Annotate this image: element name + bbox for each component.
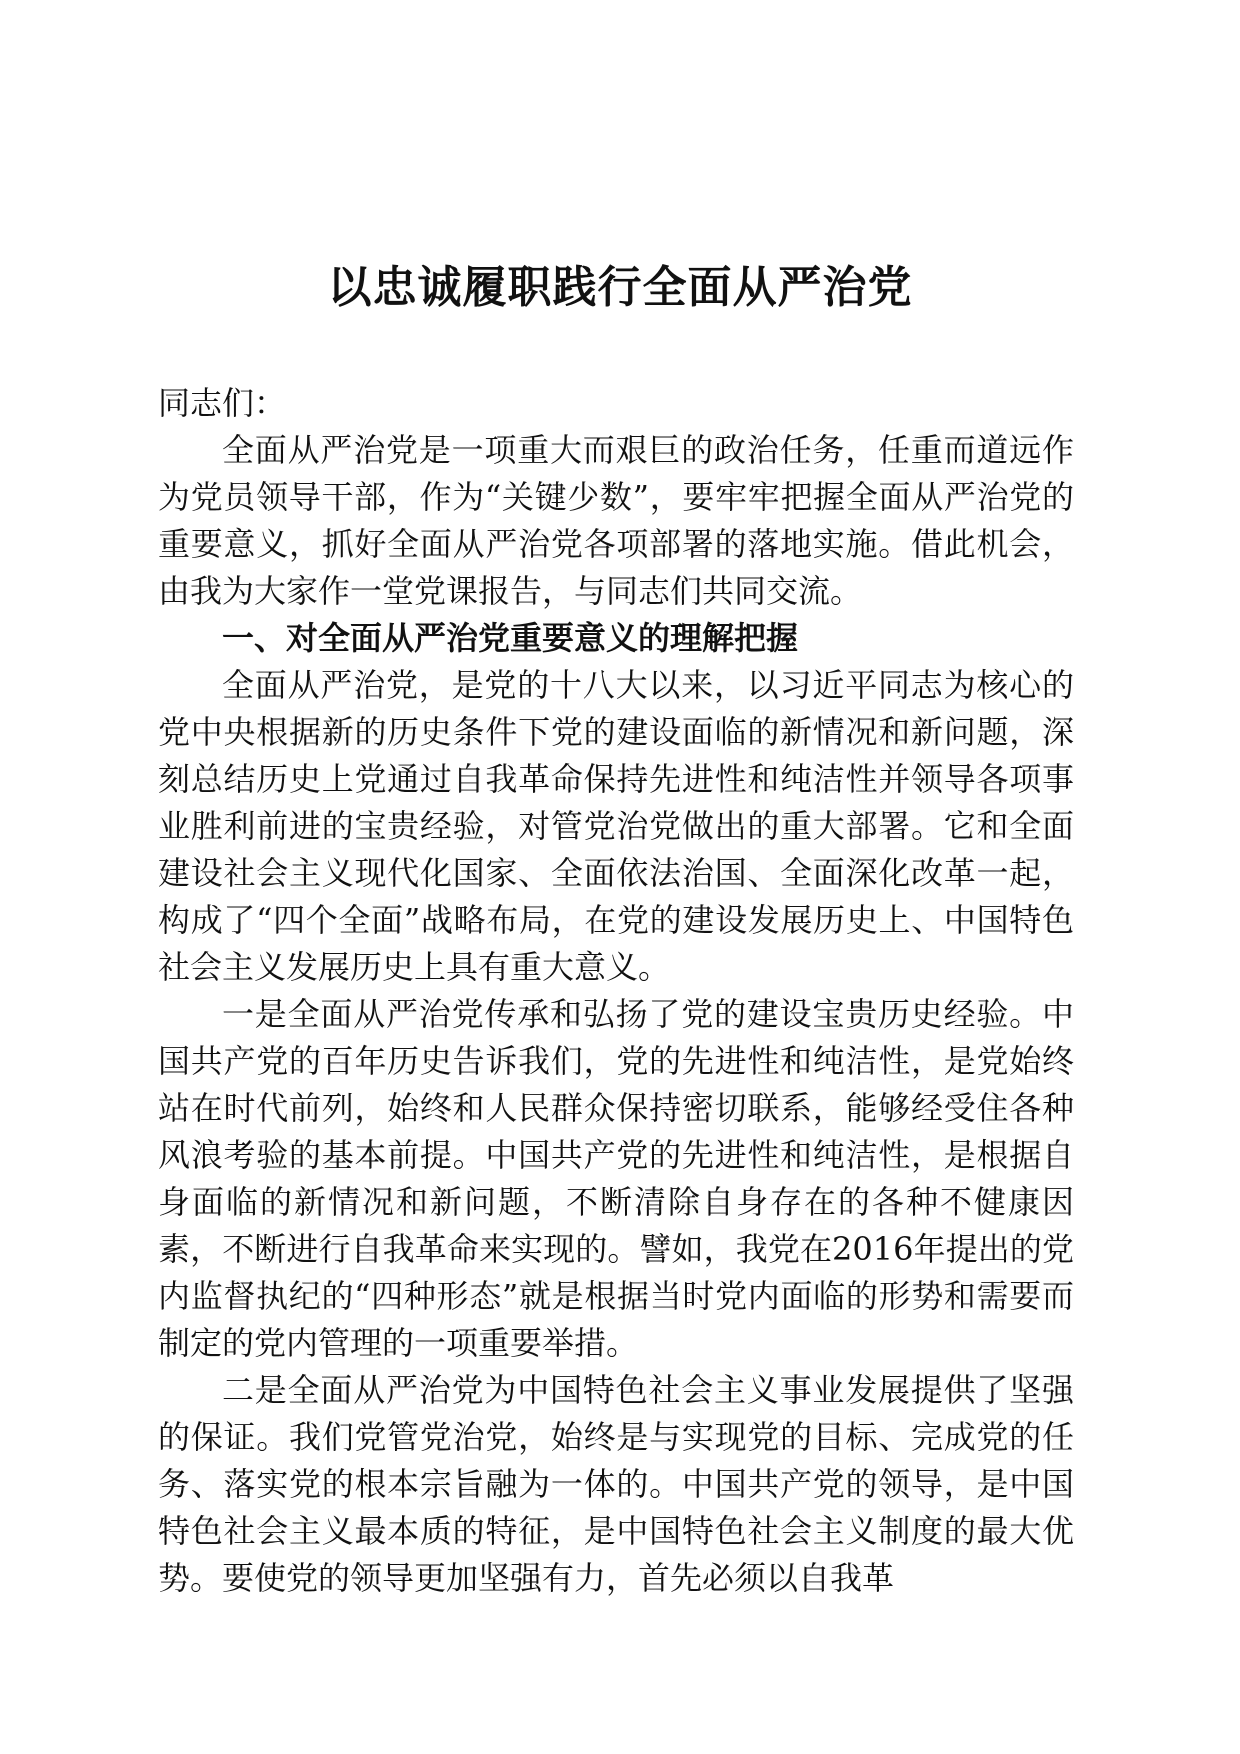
paragraph-intro: 全面从严治党是一项重大而艰巨的政治任务，任重而道远作为党员领导干部，作为“关键少数”，要牢牢把握全面从严治党的重要意义，抓好全面从严治党各项部署的落地实施。借此机会，由我为大家作一堂党课报告，与同志们共同交流。 (158, 431, 1074, 610)
document-body (158, 380, 1074, 1602)
salutation: 同志们： (158, 384, 287, 422)
paragraph-point-1: 一是全面从严治党传承和弘扬了党的建设宝贵历史经验。中国共产党的百年历史告诉我们，党的先进性和纯洁性，是党始终站在时代前列，始终和人民群众保持密切联系，能够经受住各种风浪考验的基本前提。中国共产党的先进性和纯洁性，是根据自身面临的新情况和新问题，不断清除自身存在的各种不健康因素，不断进行自我革命来实现的。譬如，我党在2016年提出的党内监督执纪的“四种形态”就是根据当时党内面临的形势和需要而制定的党内管理的一项重要举措。 (158, 995, 1074, 1362)
paragraph-point-2: 二是全面从严治党为中国特色社会主义事业发展提供了坚强的保证。我们党管党治党，始终是与实现党的目标、完成党的任务、落实党的根本宗旨融为一体的。中国共产党的领导，是中国特色社会主义最本质的特征，是中国特色社会主义制度的最大优势。要使党的领导更加坚强有力，首先必须以自我革 (158, 1371, 1074, 1597)
section-heading-1: 一、对全面从严治党重要意义的理解把握 (222, 619, 799, 657)
paragraph-section-1: 全面从严治党，是党的十八大以来，以习近平同志为核心的党中央根据新的历史条件下党的建设面临的新情况和新问题，深刻总结历史上党通过自我革命保持先进性和纯洁性并领导各项事业胜利前进的宝贵经验，对管党治党做出的重大部署。它和全面建设社会主义现代化国家、全面依法治国、全面深化改革一起，构成了“四个全面”战略布局，在党的建设发展历史上、中国特色社会主义发展历史上具有重大意义。 (158, 666, 1074, 986)
document-title: 以忠诚履职践行全面从严治党 (327, 262, 913, 313)
